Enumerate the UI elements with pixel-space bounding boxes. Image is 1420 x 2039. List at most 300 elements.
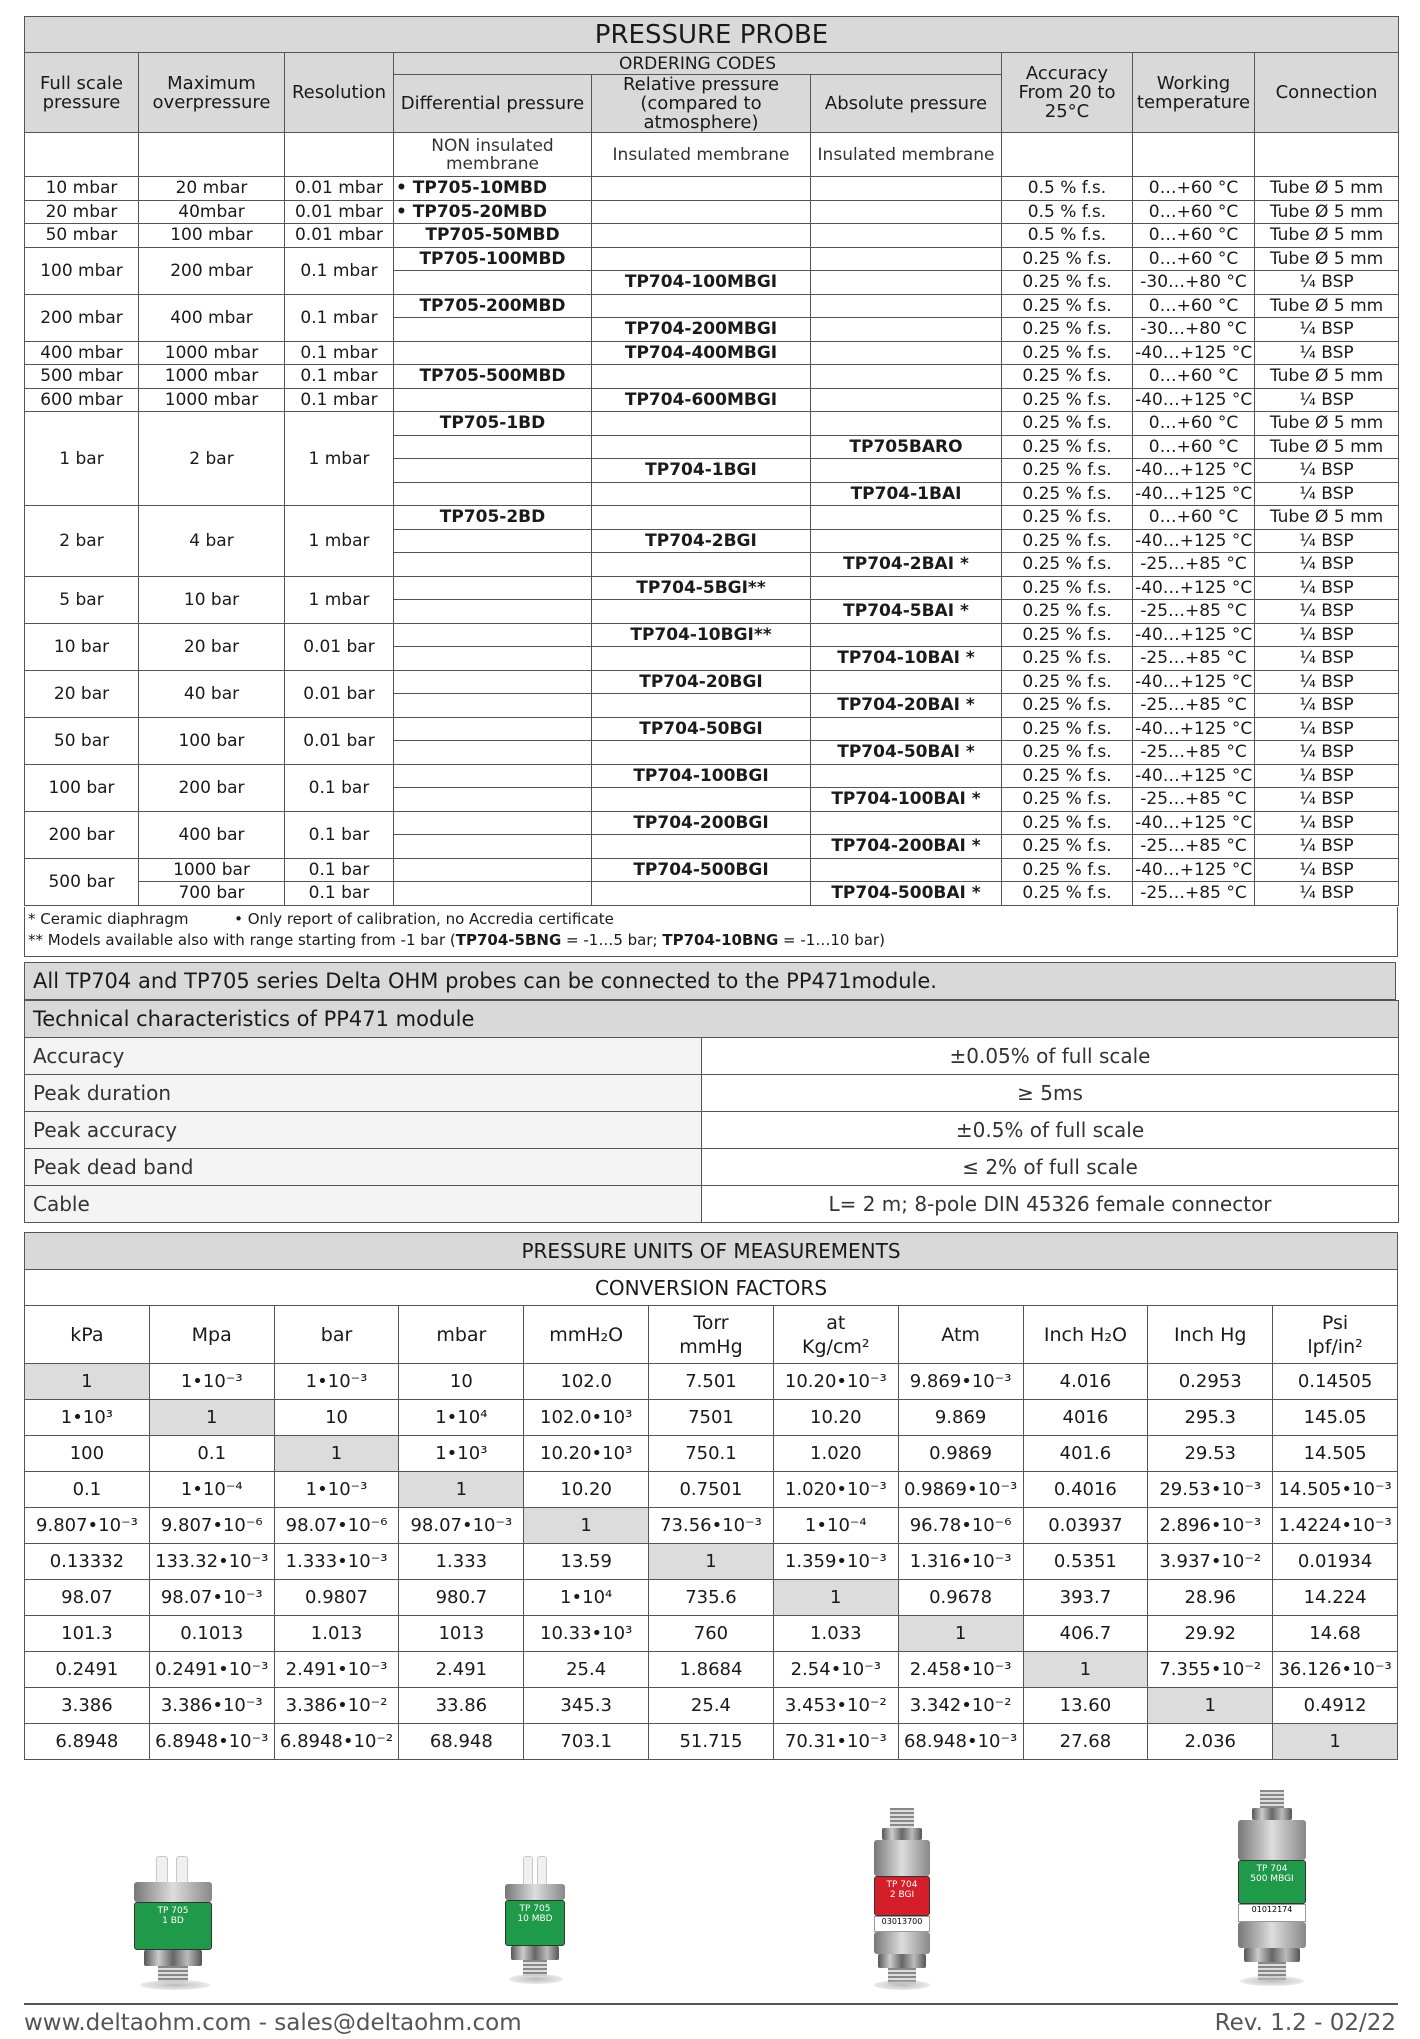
conversion-cell: 393.7 [1023, 1580, 1148, 1616]
cell-absolute-code [811, 623, 1002, 647]
conversion-cell: 14.68 [1273, 1616, 1398, 1652]
conversion-cell: 1•10⁻³ [274, 1472, 399, 1508]
conversion-cell: 0.14505 [1273, 1364, 1398, 1400]
conversion-cell: 750.1 [649, 1436, 774, 1472]
subheader-absolute: Insulated membrane [811, 133, 1002, 177]
cell-accuracy: 0.25 % f.s. [1002, 623, 1133, 647]
cell-relative-code: TP704-2BGI [592, 529, 811, 553]
conversion-cell: 73.56•10⁻³ [649, 1508, 774, 1544]
conversion-cell: 29.53 [1148, 1436, 1273, 1472]
product-image-tp705-1bd [120, 1856, 230, 1986]
cell-working-temperature: -40…+125 °C [1133, 858, 1255, 882]
product-image-tp704-500mbgi [1224, 1790, 1320, 1990]
cell-differential-code [394, 882, 592, 906]
cell-accuracy: 0.25 % f.s. [1002, 247, 1133, 271]
cell-working-temperature: -40…+125 °C [1133, 764, 1255, 788]
cell-connection: Tube Ø 5 mm [1255, 365, 1399, 389]
header-max-overpressure: Maximum overpressure [139, 53, 285, 133]
cell-accuracy: 0.25 % f.s. [1002, 318, 1133, 342]
cell-working-temperature: -25…+85 °C [1133, 741, 1255, 765]
conversion-cell: 51.715 [649, 1724, 774, 1760]
cell-accuracy: 0.25 % f.s. [1002, 365, 1133, 389]
cell-working-temperature: -25…+85 °C [1133, 882, 1255, 906]
conversion-header: at Kg/cm² [773, 1306, 898, 1364]
cell-differential-code [394, 318, 592, 342]
cell-differential-code: TP705-50MBD [394, 224, 592, 248]
conversion-cell: 1•10⁻³ [274, 1364, 399, 1400]
cell-connection: ¼ BSP [1255, 600, 1399, 624]
cell-relative-code [592, 553, 811, 577]
conversion-cell: 0.13332 [25, 1544, 150, 1580]
cell-accuracy: 0.25 % f.s. [1002, 882, 1133, 906]
cell-differential-code [394, 623, 592, 647]
header-full-scale: Full scale pressure [25, 53, 139, 133]
cell-accuracy: 0.25 % f.s. [1002, 647, 1133, 671]
cell-absolute-code [811, 341, 1002, 365]
cell-resolution: 0.01 bar [285, 717, 394, 764]
cell-accuracy: 0.25 % f.s. [1002, 435, 1133, 459]
conversion-cell: 0.4016 [1023, 1472, 1148, 1508]
conversion-header: Mpa [149, 1306, 274, 1364]
cell-resolution: 0.1 bar [285, 858, 394, 882]
cell-full-scale: 100 bar [25, 764, 139, 811]
cell-differential-code [394, 811, 592, 835]
cell-connection: ¼ BSP [1255, 271, 1399, 295]
cell-relative-code: TP704-50BGI [592, 717, 811, 741]
conversion-row [25, 1652, 1398, 1688]
cell-connection: ¼ BSP [1255, 459, 1399, 483]
subheader-differential: NON insulated membrane [394, 133, 592, 177]
cell-relative-code [592, 435, 811, 459]
conversion-cell: 980.7 [399, 1580, 524, 1616]
conversion-cell: 1•10³ [25, 1400, 150, 1436]
header-resolution: Resolution [285, 53, 394, 133]
cell-resolution: 0.01 bar [285, 623, 394, 670]
cell-full-scale: 100 mbar [25, 247, 139, 294]
cell-working-temperature: 0…+60 °C [1133, 247, 1255, 271]
cell-differential-code [394, 271, 592, 295]
probe-row [25, 294, 1399, 318]
cell-absolute-code [811, 247, 1002, 271]
conversion-cell: 102.0 [524, 1364, 649, 1400]
cell-max-overpressure: 40 bar [139, 670, 285, 717]
conversion-cell: 345.3 [524, 1688, 649, 1724]
product-2-serial: 03013700 [874, 1916, 930, 1932]
cell-working-temperature: -40…+125 °C [1133, 341, 1255, 365]
conversion-cell: 0.1 [25, 1472, 150, 1508]
cell-differential-code: TP705-1BD [394, 412, 592, 436]
product-image-tp704-2bgi [862, 1808, 942, 1990]
cell-full-scale: 20 bar [25, 670, 139, 717]
probe-row [25, 717, 1399, 741]
cell-working-temperature: 0…+60 °C [1133, 177, 1255, 201]
conversion-cell: 1.359•10⁻³ [773, 1544, 898, 1580]
conversion-cell: 0.5351 [1023, 1544, 1148, 1580]
cell-accuracy: 0.25 % f.s. [1002, 764, 1133, 788]
cell-relative-code: TP704-600MBGI [592, 388, 811, 412]
cell-connection: Tube Ø 5 mm [1255, 506, 1399, 530]
conversion-cell: 10 [274, 1400, 399, 1436]
note-models-prefix: ** Models available also with range starting from -1 bar ( [28, 931, 456, 949]
pp471-key: Peak accuracy [25, 1112, 702, 1149]
cell-differential-code [394, 788, 592, 812]
probe-table-notes [24, 907, 1398, 957]
conversion-cell: 3.453•10⁻² [773, 1688, 898, 1724]
pp471-row [25, 1038, 1399, 1075]
cell-working-temperature: -30…+80 °C [1133, 271, 1255, 295]
cell-max-overpressure: 1000 bar [139, 858, 285, 882]
cell-full-scale: 200 mbar [25, 294, 139, 341]
cell-working-temperature: -30…+80 °C [1133, 318, 1255, 342]
conversion-cell: 1•10⁻⁴ [773, 1508, 898, 1544]
conversion-cell: 98.07•10⁻³ [399, 1508, 524, 1544]
conversion-cell: 1.333 [399, 1544, 524, 1580]
conversion-cell: 0.4912 [1273, 1688, 1398, 1724]
conversion-cell: 760 [649, 1616, 774, 1652]
cell-absolute-code: TP704-50BAI * [811, 741, 1002, 765]
pp471-key: Peak dead band [25, 1149, 702, 1186]
cell-working-temperature: -40…+125 °C [1133, 811, 1255, 835]
cell-accuracy: 0.25 % f.s. [1002, 341, 1133, 365]
cell-max-overpressure: 1000 mbar [139, 365, 285, 389]
cell-differential-code: • TP705-20MBD [394, 200, 592, 224]
conversion-cell: 2.54•10⁻³ [773, 1652, 898, 1688]
cell-differential-code [394, 341, 592, 365]
cell-connection: ¼ BSP [1255, 811, 1399, 835]
cell-resolution: 0.1 bar [285, 811, 394, 858]
conversion-cell: 0.9678 [898, 1580, 1023, 1616]
cell-full-scale: 400 mbar [25, 341, 139, 365]
probe-row [25, 576, 1399, 600]
conversion-cell: 1013 [399, 1616, 524, 1652]
cell-connection: ¼ BSP [1255, 788, 1399, 812]
cell-working-temperature: -25…+85 °C [1133, 788, 1255, 812]
conversion-cell: 1.4224•10⁻³ [1273, 1508, 1398, 1544]
probe-row [25, 224, 1399, 248]
conversion-cell: 1.316•10⁻³ [898, 1544, 1023, 1580]
product-1-code: 10 MBD [517, 1914, 553, 1924]
conversion-cell: 29.92 [1148, 1616, 1273, 1652]
cell-accuracy: 0.25 % f.s. [1002, 576, 1133, 600]
conversion-cell: 68.948 [399, 1724, 524, 1760]
cell-absolute-code [811, 224, 1002, 248]
product-2-code: 2 BGI [889, 1890, 915, 1900]
conversion-row [25, 1364, 1398, 1400]
cell-absolute-code [811, 717, 1002, 741]
cell-differential-code [394, 388, 592, 412]
cell-absolute-code [811, 576, 1002, 600]
cell-absolute-code [811, 764, 1002, 788]
cell-connection: Tube Ø 5 mm [1255, 200, 1399, 224]
cell-relative-code [592, 247, 811, 271]
cell-full-scale: 200 bar [25, 811, 139, 858]
conversion-cell: 0.9869 [898, 1436, 1023, 1472]
conversion-cell: 145.05 [1273, 1400, 1398, 1436]
cell-absolute-code [811, 271, 1002, 295]
cell-max-overpressure: 200 mbar [139, 247, 285, 294]
cell-connection: ¼ BSP [1255, 835, 1399, 859]
pp471-value: ≥ 5ms [702, 1075, 1399, 1112]
conversion-cell: 401.6 [1023, 1436, 1148, 1472]
conversion-cell: 1.8684 [649, 1652, 774, 1688]
conversion-row [25, 1688, 1398, 1724]
product-1-model: TP 705 [519, 1904, 551, 1914]
pp471-row [25, 1075, 1399, 1112]
pp471-connect-banner: All TP704 and TP705 series Delta OHM probes can be connected to the PP471module. [24, 962, 1396, 1000]
conversion-row [25, 1724, 1398, 1760]
cell-resolution: 0.01 mbar [285, 200, 394, 224]
conversion-row [25, 1580, 1398, 1616]
conversion-cell: 4016 [1023, 1400, 1148, 1436]
probe-row [25, 764, 1399, 788]
cell-differential-code [394, 553, 592, 577]
cell-differential-code: TP705-100MBD [394, 247, 592, 271]
cell-relative-code [592, 788, 811, 812]
cell-max-overpressure: 10 bar [139, 576, 285, 623]
footer-divider [24, 2003, 1398, 2005]
conversion-cell: 1•10⁴ [399, 1400, 524, 1436]
cell-accuracy: 0.25 % f.s. [1002, 811, 1133, 835]
conversion-cell: 0.03937 [1023, 1508, 1148, 1544]
conversion-header: Psi lpf/in² [1273, 1306, 1398, 1364]
header-accuracy: Accuracy From 20 to 25°C [1002, 53, 1133, 133]
conversion-cell: 1 [149, 1400, 274, 1436]
cell-full-scale: 20 mbar [25, 200, 139, 224]
cell-accuracy: 0.25 % f.s. [1002, 271, 1133, 295]
cell-relative-code [592, 600, 811, 624]
cell-relative-code [592, 412, 811, 436]
cell-accuracy: 0.5 % f.s. [1002, 200, 1133, 224]
pp471-key: Peak duration [25, 1075, 702, 1112]
conversion-cell: 6.8948•10⁻² [274, 1724, 399, 1760]
conversion-cell: 0.7501 [649, 1472, 774, 1508]
cell-relative-code: TP704-100MBGI [592, 271, 811, 295]
cell-resolution: 0.01 mbar [285, 224, 394, 248]
pp471-value: ≤ 2% of full scale [702, 1149, 1399, 1186]
cell-relative-code: TP704-100BGI [592, 764, 811, 788]
cell-relative-code: TP704-10BGI** [592, 623, 811, 647]
conversion-header: Torr mmHg [649, 1306, 774, 1364]
cell-working-temperature: 0…+60 °C [1133, 200, 1255, 224]
conversion-cell: 0.1 [149, 1436, 274, 1472]
cell-differential-code [394, 858, 592, 882]
conversion-cell: 1•10⁻³ [149, 1364, 274, 1400]
cell-working-temperature: -40…+125 °C [1133, 459, 1255, 483]
cell-max-overpressure: 700 bar [139, 882, 285, 906]
cell-full-scale: 500 mbar [25, 365, 139, 389]
conversion-cell: 1 [274, 1436, 399, 1472]
cell-connection: ¼ BSP [1255, 694, 1399, 718]
conversion-cell: 10.20•10³ [524, 1436, 649, 1472]
cell-max-overpressure: 400 bar [139, 811, 285, 858]
cell-working-temperature: -40…+125 °C [1133, 482, 1255, 506]
cell-max-overpressure: 4 bar [139, 506, 285, 577]
conversion-cell: 1.033 [773, 1616, 898, 1652]
conversion-cell: 1.020 [773, 1436, 898, 1472]
cell-differential-code [394, 529, 592, 553]
cell-relative-code: TP704-200MBGI [592, 318, 811, 342]
cell-differential-code: • TP705-10MBD [394, 177, 592, 201]
conversion-cell: 96.78•10⁻⁶ [898, 1508, 1023, 1544]
cell-absolute-code: TP704-200BAI * [811, 835, 1002, 859]
cell-accuracy: 0.25 % f.s. [1002, 600, 1133, 624]
conversion-cell: 1 [25, 1364, 150, 1400]
cell-connection: Tube Ø 5 mm [1255, 247, 1399, 271]
conversion-header: Atm [898, 1306, 1023, 1364]
conversion-cell: 98.07 [25, 1580, 150, 1616]
cell-connection: ¼ BSP [1255, 388, 1399, 412]
cell-working-temperature: -40…+125 °C [1133, 388, 1255, 412]
cell-working-temperature: 0…+60 °C [1133, 294, 1255, 318]
cell-accuracy: 0.25 % f.s. [1002, 858, 1133, 882]
conversion-cell: 1.333•10⁻³ [274, 1544, 399, 1580]
conversion-cell: 2.036 [1148, 1724, 1273, 1760]
cell-relative-code: TP704-5BGI** [592, 576, 811, 600]
pp471-key: Accuracy [25, 1038, 702, 1075]
conversion-cell: 14.224 [1273, 1580, 1398, 1616]
cell-relative-code: TP704-20BGI [592, 670, 811, 694]
cell-relative-code [592, 294, 811, 318]
cell-accuracy: 0.25 % f.s. [1002, 694, 1133, 718]
probe-row [25, 412, 1399, 436]
conversion-cell: 3.386•10⁻² [274, 1688, 399, 1724]
cell-resolution: 0.1 mbar [285, 294, 394, 341]
cell-differential-code [394, 459, 592, 483]
conversion-row [25, 1544, 1398, 1580]
conversion-cell: 10.33•10³ [524, 1616, 649, 1652]
conversion-cell: 10.20 [524, 1472, 649, 1508]
conversion-row [25, 1472, 1398, 1508]
conversion-cell: 735.6 [649, 1580, 774, 1616]
cell-working-temperature: -25…+85 °C [1133, 600, 1255, 624]
cell-connection: ¼ BSP [1255, 882, 1399, 906]
cell-connection: ¼ BSP [1255, 623, 1399, 647]
probe-row [25, 200, 1399, 224]
cell-differential-code [394, 741, 592, 765]
conversion-cell: 3.937•10⁻² [1148, 1544, 1273, 1580]
conversion-cell: 1 [524, 1508, 649, 1544]
product-3-model: TP 704 [1256, 1864, 1288, 1874]
product-0-model: TP 705 [157, 1906, 189, 1916]
conversion-cell: 33.86 [399, 1688, 524, 1724]
cell-full-scale: 600 mbar [25, 388, 139, 412]
probe-row [25, 623, 1399, 647]
cell-accuracy: 0.25 % f.s. [1002, 717, 1133, 741]
cell-absolute-code [811, 318, 1002, 342]
conversion-cell: 1 [1023, 1652, 1148, 1688]
conversion-cell: 9.807•10⁻³ [25, 1508, 150, 1544]
conversion-cell: 9.807•10⁻⁶ [149, 1508, 274, 1544]
cell-absolute-code: TP704-2BAI * [811, 553, 1002, 577]
conversion-cell: 10.20 [773, 1400, 898, 1436]
cell-accuracy: 0.25 % f.s. [1002, 412, 1133, 436]
cell-differential-code [394, 482, 592, 506]
note-range-5bng: = -1…5 bar; [561, 931, 663, 949]
cell-max-overpressure: 1000 mbar [139, 341, 285, 365]
cell-relative-code [592, 177, 811, 201]
cell-resolution: 0.1 mbar [285, 247, 394, 294]
conversion-row [25, 1400, 1398, 1436]
note-code-10bng: TP704-10BNG [662, 931, 779, 949]
pp471-value: L= 2 m; 8-pole DIN 45326 female connector [702, 1186, 1399, 1223]
cell-resolution: 0.1 mbar [285, 365, 394, 389]
cell-resolution: 1 mbar [285, 506, 394, 577]
cell-relative-code [592, 224, 811, 248]
probe-row [25, 882, 1399, 906]
cell-differential-code [394, 435, 592, 459]
conversion-cell: 10.20•10⁻³ [773, 1364, 898, 1400]
cell-connection: Tube Ø 5 mm [1255, 412, 1399, 436]
conversion-cell: 0.01934 [1273, 1544, 1398, 1580]
cell-working-temperature: -40…+125 °C [1133, 623, 1255, 647]
pp471-row [25, 1186, 1399, 1223]
cell-connection: ¼ BSP [1255, 858, 1399, 882]
cell-relative-code: TP704-500BGI [592, 858, 811, 882]
conversion-cell: 7501 [649, 1400, 774, 1436]
cell-max-overpressure: 200 bar [139, 764, 285, 811]
conversion-cell: 102.0•10³ [524, 1400, 649, 1436]
cell-working-temperature: -40…+125 °C [1133, 576, 1255, 600]
cell-absolute-code [811, 529, 1002, 553]
cell-resolution: 1 mbar [285, 576, 394, 623]
conversion-cell: 0.2491•10⁻³ [149, 1652, 274, 1688]
cell-relative-code [592, 506, 811, 530]
cell-accuracy: 0.25 % f.s. [1002, 553, 1133, 577]
cell-working-temperature: -25…+85 °C [1133, 694, 1255, 718]
cell-absolute-code [811, 412, 1002, 436]
cell-connection: Tube Ø 5 mm [1255, 435, 1399, 459]
cell-relative-code [592, 365, 811, 389]
cell-accuracy: 0.25 % f.s. [1002, 506, 1133, 530]
conversion-cell: 2.896•10⁻³ [1148, 1508, 1273, 1544]
cell-differential-code [394, 670, 592, 694]
pressure-probe-table [24, 16, 1399, 906]
conversion-cell: 10 [399, 1364, 524, 1400]
cell-differential-code [394, 576, 592, 600]
cell-max-overpressure: 20 bar [139, 623, 285, 670]
pp471-value: ±0.5% of full scale [702, 1112, 1399, 1149]
probe-row [25, 811, 1399, 835]
cell-full-scale: 50 mbar [25, 224, 139, 248]
conversion-cell: 1 [1148, 1688, 1273, 1724]
conversion-header: Inch Hg [1148, 1306, 1273, 1364]
cell-differential-code [394, 764, 592, 788]
conversion-cell: 2.491 [399, 1652, 524, 1688]
note-range-10bng: = -1…10 bar) [778, 931, 885, 949]
product-2-model: TP 704 [886, 1880, 918, 1890]
conversion-cell: 6.8948•10⁻³ [149, 1724, 274, 1760]
cell-connection: ¼ BSP [1255, 482, 1399, 506]
cell-max-overpressure: 1000 mbar [139, 388, 285, 412]
conversion-cell: 1 [399, 1472, 524, 1508]
cell-absolute-code [811, 294, 1002, 318]
cell-absolute-code: TP704-1BAI [811, 482, 1002, 506]
conversion-cell: 4.016 [1023, 1364, 1148, 1400]
cell-absolute-code [811, 200, 1002, 224]
cell-accuracy: 0.25 % f.s. [1002, 482, 1133, 506]
cell-relative-code: TP704-1BGI [592, 459, 811, 483]
cell-full-scale: 1 bar [25, 412, 139, 506]
probe-row [25, 341, 1399, 365]
probe-row [25, 506, 1399, 530]
conversion-cell: 1 [1273, 1724, 1398, 1760]
conversion-cell: 1.013 [274, 1616, 399, 1652]
cell-absolute-code: TP704-100BAI * [811, 788, 1002, 812]
cell-working-temperature: -40…+125 °C [1133, 717, 1255, 741]
cell-connection: ¼ BSP [1255, 529, 1399, 553]
conversion-cell: 1•10⁻⁴ [149, 1472, 274, 1508]
cell-absolute-code: TP704-5BAI * [811, 600, 1002, 624]
